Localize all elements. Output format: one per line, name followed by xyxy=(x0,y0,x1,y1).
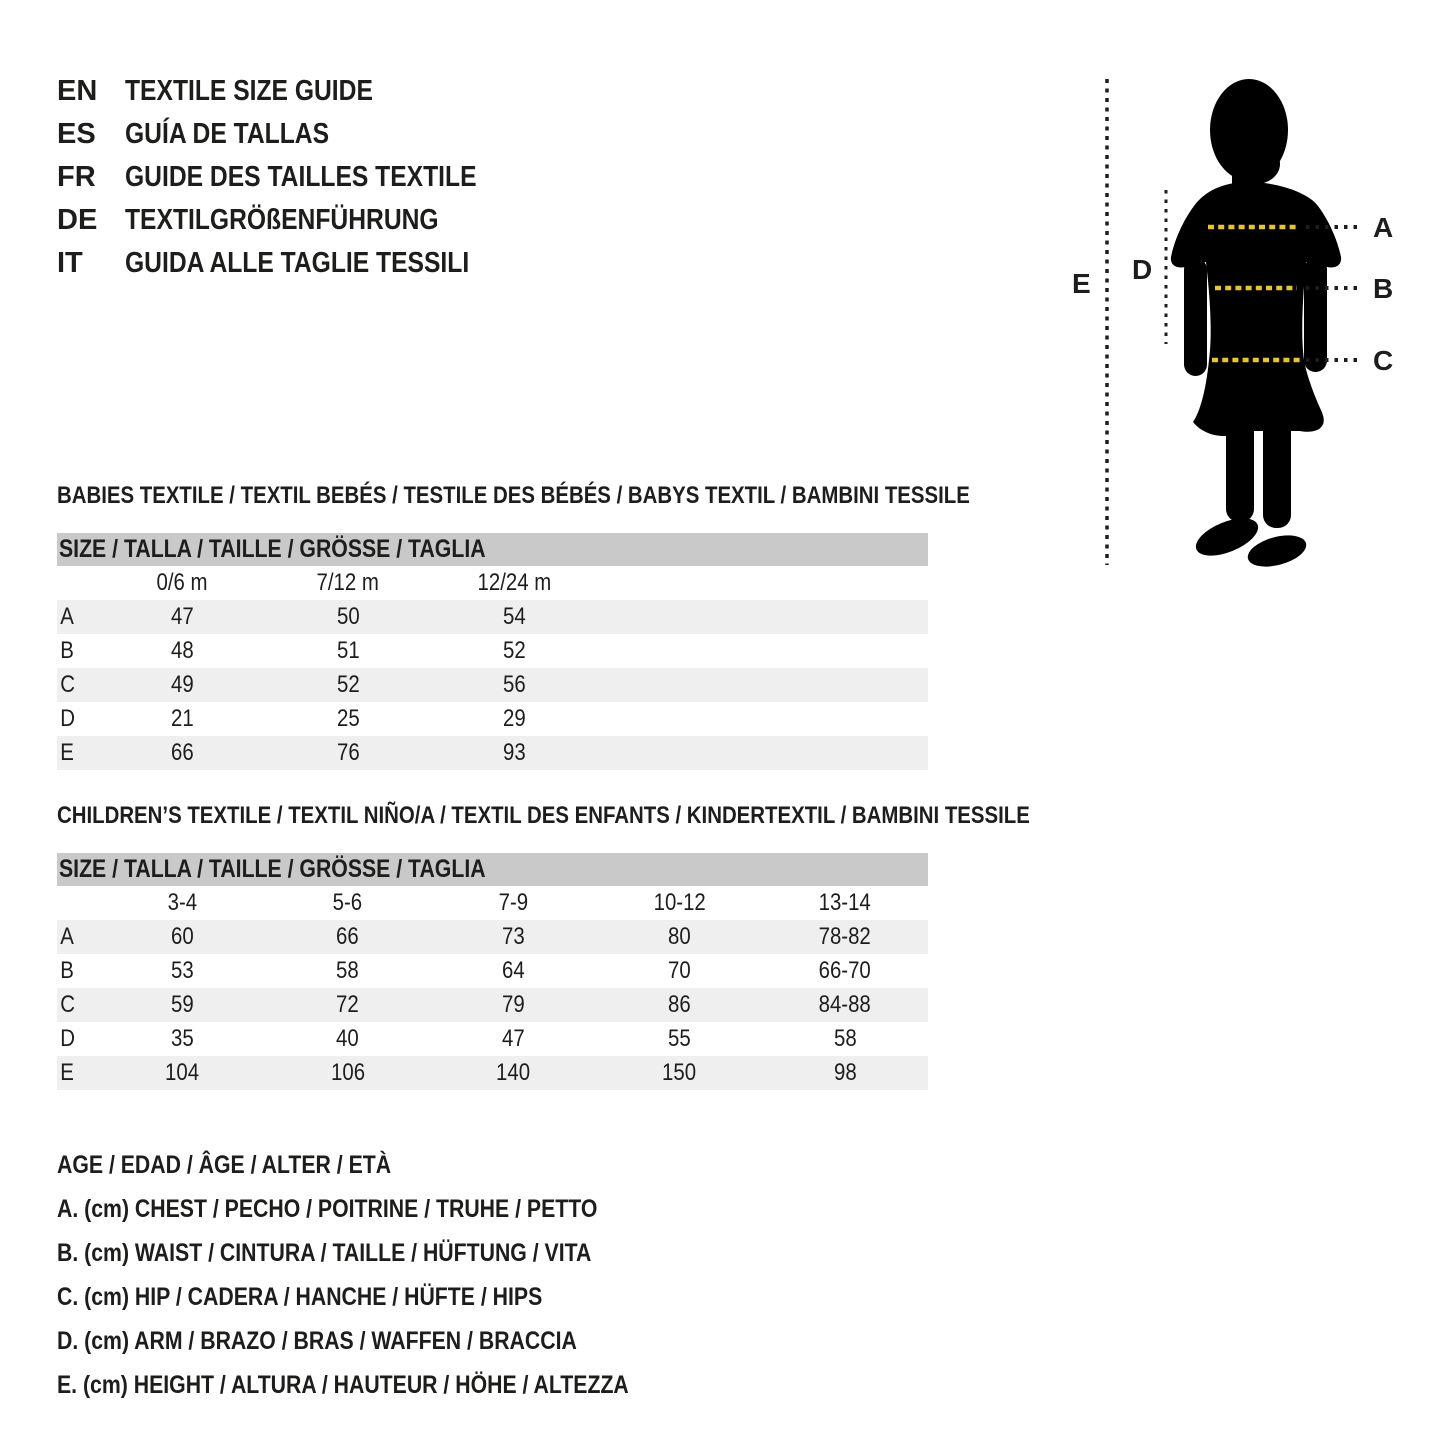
children-section-title: CHILDREN’S TEXTILE / TEXTIL NIÑO/A / TEXTIL DES ENFANTS / KINDERTEXTIL / BAMBINI TESSILE xyxy=(57,802,1030,829)
legend-age: AGE / EDAD / ÂGE / ALTER / ETÀ xyxy=(57,1150,392,1179)
children-col-5-6: 5-6 xyxy=(332,889,363,916)
children-size-header-bar: SIZE / TALLA / TAILLE / GRÖSSE / TAGLIA xyxy=(57,853,928,886)
legend-hip: C. (cm) HIP / CADERA / HANCHE / HÜFTE / HIPS xyxy=(57,1282,543,1311)
row-label: D xyxy=(60,705,76,732)
children-col-7-9: 7-9 xyxy=(498,889,529,916)
table-row: D 35 40 47 55 58 xyxy=(57,1022,928,1056)
babies-col-12-24m: 12/24 m xyxy=(477,569,551,596)
table-row: B 53 58 64 70 66-70 xyxy=(57,954,928,988)
label-B: B xyxy=(1373,273,1394,304)
lang-code: EN xyxy=(57,75,98,107)
guide-title-es: GUÍA DE TALLAS xyxy=(125,118,330,150)
guide-title-en: TEXTILE SIZE GUIDE xyxy=(125,75,373,107)
babies-size-header-bar: SIZE / TALLA / TAILLE / GRÖSSE / TAGLIA xyxy=(57,533,928,566)
row-label: A xyxy=(60,923,74,950)
lang-line-it xyxy=(57,242,539,285)
legend-height: E. (cm) HEIGHT / ALTURA / HAUTEUR / HÖHE / ALTEZZA xyxy=(57,1370,629,1399)
label-E: E xyxy=(1072,268,1091,299)
guide-title-fr: GUIDE DES TAILLES TEXTILE xyxy=(125,161,477,193)
children-column-header-row xyxy=(57,886,928,920)
children-col-3-4: 3-4 xyxy=(167,889,197,916)
table-row: A 47 50 54 xyxy=(57,600,928,634)
row-label: B xyxy=(60,637,74,664)
language-title-block xyxy=(57,70,539,285)
lang-code: ES xyxy=(57,118,96,150)
silhouette-right-leg xyxy=(1263,412,1291,528)
row-label: B xyxy=(60,957,74,984)
lang-line-fr xyxy=(57,156,539,199)
lang-line-de xyxy=(57,199,539,242)
guide-title-de: TEXTILGRÖßENFÜHRUNG xyxy=(125,204,439,236)
table-row: B 48 51 52 xyxy=(57,634,928,668)
babies-column-header-row xyxy=(57,566,928,600)
label-A: A xyxy=(1373,212,1394,243)
row-label: C xyxy=(60,671,76,698)
legend-waist: B. (cm) WAIST / CINTURA / TAILLE / HÜFTUNG / VITA xyxy=(57,1238,592,1267)
babies-section-title: BABIES TEXTILE / TEXTIL BEBÉS / TESTILE DES BÉBÉS / BABYS TEXTIL / BAMBINI TESSILE xyxy=(57,482,970,509)
table-row: E 104 106 140 150 98 xyxy=(57,1056,928,1090)
silhouette-left-leg xyxy=(1226,412,1254,522)
lang-code: IT xyxy=(57,247,83,279)
table-row: C 59 72 79 86 84-88 xyxy=(57,988,928,1022)
row-label: E xyxy=(60,739,74,766)
legend-chest: A. (cm) CHEST / PECHO / POITRINE / TRUHE / PETTO xyxy=(57,1194,598,1223)
legend-arm: D. (cm) ARM / BRAZO / BRAS / WAFFEN / BRACCIA xyxy=(57,1326,577,1355)
children-size-table xyxy=(57,853,928,1090)
children-col-10-12: 10-12 xyxy=(653,889,706,916)
lang-line-en xyxy=(57,70,539,113)
lang-line-es xyxy=(57,113,539,156)
row-label: D xyxy=(60,1025,76,1052)
silhouette-left-arm xyxy=(1184,258,1207,376)
measurement-legend xyxy=(57,1143,730,1407)
children-col-13-14: 13-14 xyxy=(818,889,872,916)
table-row: C 49 52 56 xyxy=(57,668,928,702)
babies-col-0-6m: 0/6 m xyxy=(156,569,208,596)
table-row: A 60 66 73 80 78-82 xyxy=(57,920,928,954)
row-label: C xyxy=(60,991,76,1018)
lang-code: FR xyxy=(57,161,96,193)
silhouette-right-arm xyxy=(1304,258,1327,372)
child-silhouette xyxy=(1171,79,1341,572)
table-row: D 21 25 29 xyxy=(57,702,928,736)
babies-col-7-12m: 7/12 m xyxy=(316,569,380,596)
lang-code: DE xyxy=(57,204,98,236)
label-D: D xyxy=(1132,254,1153,285)
babies-size-table xyxy=(57,533,928,770)
row-label: E xyxy=(60,1059,74,1086)
row-label: A xyxy=(60,603,74,630)
table-row: E 66 76 93 xyxy=(57,736,928,770)
label-C: C xyxy=(1373,345,1394,376)
guide-title-it: GUIDA ALLE TAGLIE TESSILI xyxy=(125,247,470,279)
